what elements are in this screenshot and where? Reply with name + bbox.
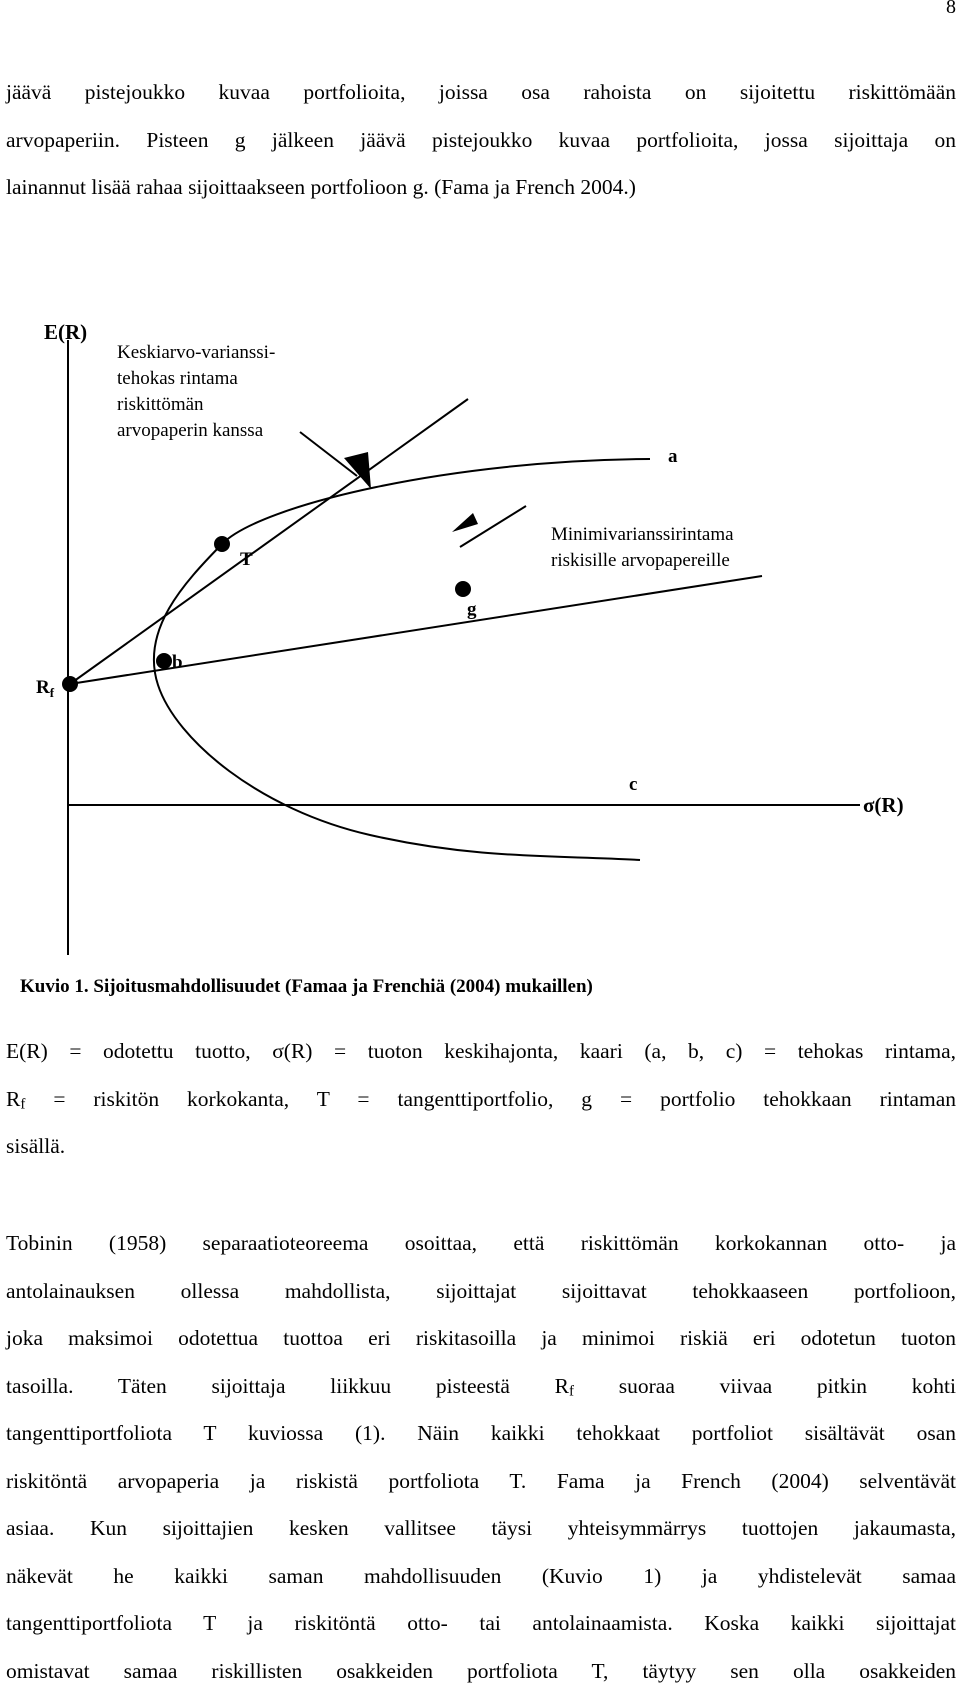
arrow-left-shaft [300,432,357,476]
legend-line [6,1076,956,1124]
annotation-left-line: tehokas rintama [117,368,238,389]
paragraph-line: joka maksimoi odotettua tuottoa eri riskitasoilla ja minimoi riskiä eri odotetun tuoton [6,1315,956,1363]
paragraph-line: lainannut lisää rahaa sijoittaakseen portfolioon g. (Fama ja French 2004.) [6,164,956,212]
paragraph-line: näkevät he kaikki saman mahdollisuuden (Kuvio 1) ja yhdistelevät samaa [6,1553,956,1601]
annotation-right-line: riskisille arvopapereille [551,550,730,571]
paragraph-line: tangenttiportfoliota T kuviossa (1). Näin kaikki tehokkaat portfoliot sisältävät osan [6,1410,956,1458]
x-axis-label: σ(R) [863,793,904,817]
annotation-left-line: Keskiarvo-varianssi- [117,342,275,363]
annotation-left [117,342,275,441]
label-rf-sub: f [50,685,55,700]
label-rf [36,677,55,700]
annotation-left-line: riskittömän [117,394,204,415]
annotation-left-line: arvopaperin kanssa [117,420,264,441]
y-axis-label: E(R) [44,320,87,344]
label-b: b [172,652,183,673]
paragraph-line: tangenttiportfoliota T ja riskitöntä otto- tai antolainaamista. Koska kaikki sijoittajat [6,1600,956,1648]
paragraph-line: riskitöntä arvopaperia ja riskistä portfoliota T. Fama ja French (2004) selventävät [6,1458,956,1506]
rf-sub: f [569,1383,574,1399]
point-b [156,653,172,669]
legend-line: E(R) = odotettu tuotto, σ(R) = tuoton keskihajonta, kaari (a, b, c) = tehokas rintama, [6,1028,956,1076]
line-rest: suoraa viivaa pitkin kohti [574,1374,956,1398]
paragraph-intro [6,69,956,212]
point-rf [62,676,78,692]
arrow-right-head [452,513,478,532]
line-prefix: tasoilla. Täten sijoittaja liikkuu pisteestä R [6,1374,569,1398]
page-number: 8 [946,0,956,19]
label-g: g [467,599,477,620]
arrow-left-head [344,452,371,489]
point-g [455,581,471,597]
label-rf-main: R [36,677,50,698]
annotation-right-line: Minimivarianssirintama [551,524,734,545]
paragraph-line: asiaa. Kun sijoittajien kesken vallitsee täysi yhteisymmärrys tuottojen jakaumasta, [6,1505,956,1553]
paragraph-line: arvopaperiin. Pisteen g jälkeen jäävä pistejoukko kuvaa portfolioita, jossa sijoittaja on [6,117,956,165]
paragraph-line: omistavat samaa riskillisten osakkeiden portfoliota T, täytyy sen olla osakkeiden [6,1648,956,1695]
legend-rf: R [6,1087,20,1111]
paragraph-tobin [6,1220,956,1695]
legend-rest: = riskitön korkokanta, T = tangenttiportfolio, g = portfolio tehokkaan rintaman [25,1087,956,1111]
arrow-right-shaft [460,506,526,547]
paragraph-line [6,1363,956,1411]
legend-rf-sub: f [20,1096,25,1112]
label-a: a [668,446,678,467]
label-t: T [240,549,253,570]
capital-market-line [70,399,468,684]
paragraph-line: jäävä pistejoukko kuvaa portfolioita, joissa osa rahoista on sijoitettu riskittömään [6,69,956,117]
label-c: c [629,774,637,795]
annotation-right [551,524,734,571]
figure-legend [6,1028,956,1171]
efficient-frontier-figure [0,300,960,1000]
legend-line: sisällä. [6,1123,956,1171]
point-t [214,536,230,552]
paragraph-line: antolainauksen ollessa mahdollista, sijoittajat sijoittavat tehokkaaseen portfolioon, [6,1268,956,1316]
figure-caption: Kuvio 1. Sijoitusmahdollisuudet (Famaa ja Frenchiä (2004) mukaillen) [20,976,593,997]
paragraph-line: Tobinin (1958) separaatioteoreema osoittaa, että riskittömän korkokannan otto- ja [6,1220,956,1268]
